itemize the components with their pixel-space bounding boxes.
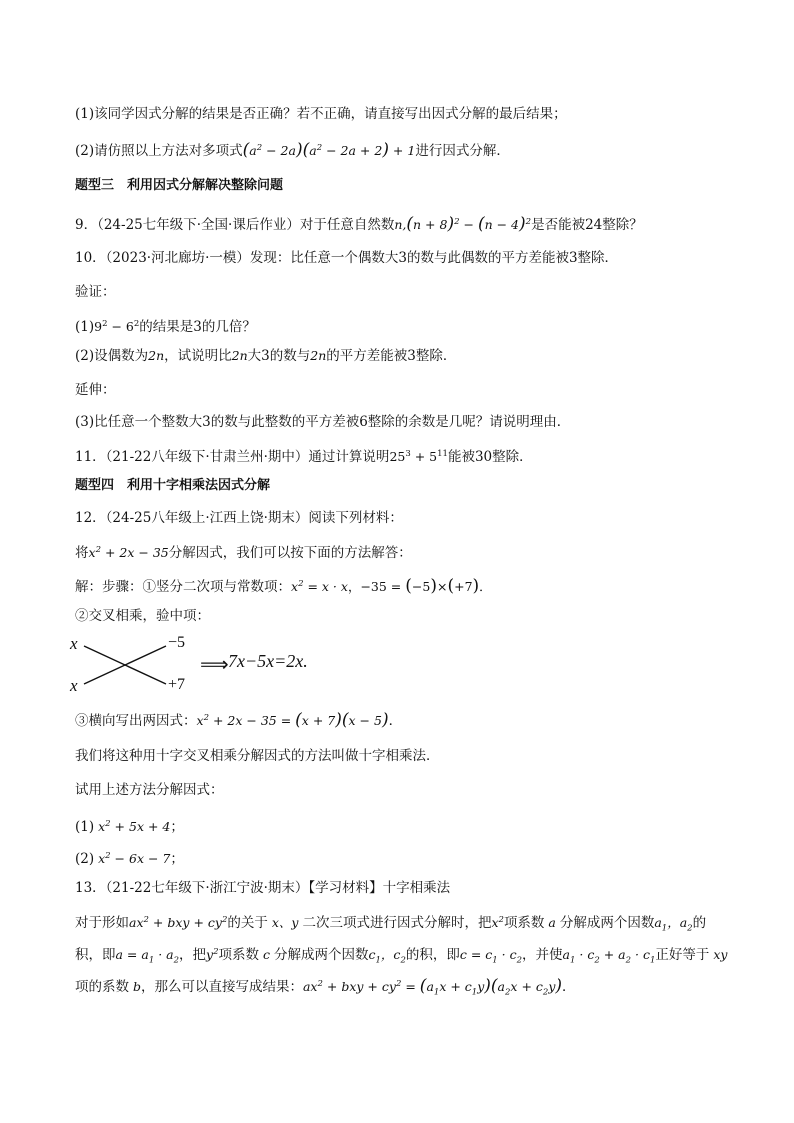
polynomial-expression: $(a^2 - 2a)(a^2 - 2a + 2) + 1$: [242, 140, 416, 161]
q13-b2: ，把: [179, 947, 207, 964]
q10-part-1: [75, 314, 256, 337]
q13-c1-c2: $c_1$，$c_2$: [368, 947, 406, 966]
question-10-text: 10．（2023·河北廊坊·一模）发现：比任意一个偶数大3的数与此偶数的平方差能被3整除．: [75, 250, 619, 266]
q12-step-2: [75, 606, 210, 626]
q13-a: a: [544, 915, 560, 931]
subquestion-2: [75, 138, 510, 161]
question-9: [75, 212, 643, 235]
q13-a-eq: $a = a_1 \cdot a_2$: [115, 947, 180, 966]
q12-item-2-expr: $x^2 - 6x - 7$: [94, 851, 171, 867]
q12-intro-pre: 将: [75, 545, 89, 562]
q13-a4: 项系数: [503, 915, 545, 932]
q13-x2: $x^2$: [491, 915, 504, 931]
q13-xy: xy: [709, 947, 728, 963]
period: ．: [562, 979, 576, 996]
extend-text: 延伸：: [75, 382, 116, 398]
q12-note: [75, 746, 440, 766]
q13-line-3: [75, 974, 576, 1003]
question-11-text: 11．（21-22八年级下·甘肃兰州·期中）通过计算说明: [75, 449, 390, 466]
q12-item-1-expr: $x^2 + 5x + 4$: [94, 819, 171, 835]
question-9-suffix: 是否能被24整除？: [531, 217, 643, 234]
q10-part-1-text: 的结果是3的几倍？: [139, 319, 256, 336]
q10-part-1-expr: $9^2 - 6^2$: [94, 319, 140, 335]
q12-item-1-num: (1): [75, 819, 95, 836]
q13-form: $ax^2$ + bxy + $cy^2$: [129, 915, 228, 931]
subquestion-1-text: (1)该同学因式分解的结果是否正确？若不正确，请直接写出因式分解的最后结果；: [75, 106, 567, 122]
q13-b: b: [129, 979, 141, 995]
q13-de: 的: [692, 915, 707, 932]
cross-right-top: −5: [168, 634, 186, 651]
q12-step-1-expr: $x^2 = x \cdot x$: [291, 579, 348, 595]
q13-b7: 正好等于: [655, 947, 710, 964]
q10-part-2-a: (2)设偶数为: [75, 348, 149, 364]
q12-step-3-expr: $x^2 + 2x - 35 = (x + 7)(x - 5)$: [196, 710, 389, 731]
q13-b1: 积，即: [75, 947, 116, 964]
q13-line-2: [75, 942, 728, 971]
question-10: [75, 248, 618, 268]
q13-a2: 的关于: [227, 915, 268, 932]
q10-part-3-text: (3)比任意一个整数大3的数与此整数的平方差被6整除的余数是几呢？请说明理由．: [75, 414, 571, 430]
q12-note-text: 我们将这种用十字交叉相乘分解因式的方法叫做十字相乘法．: [75, 748, 440, 764]
q12-step-3-text: ③横向写出两因式：: [75, 713, 197, 730]
question-11-suffix: 能被30整除．: [447, 449, 533, 466]
subquestion-1: [75, 104, 567, 124]
q12-polynomial: $x^2 + 2x - 35$: [88, 545, 169, 561]
math-2n: 2n: [148, 348, 165, 363]
cross-result: 7x−5x=2x.: [228, 651, 308, 671]
q13-line-1: [75, 910, 706, 939]
q13-vars: x、y: [267, 915, 303, 931]
q9-expression: $n,(n + 8)^2 - (n - 4)^2$: [394, 214, 532, 235]
q10-part-3: [75, 412, 570, 432]
q13-a5: 分解成两个因数: [559, 915, 655, 932]
math-2n: 2n: [231, 348, 248, 363]
q10-part-2: [75, 346, 456, 366]
q10-part-1-num: (1): [75, 319, 95, 336]
subquestion-2-text: (2)请仿照以上方法对多项式: [75, 143, 243, 160]
question-13-text: 13．（21-22七年级下·浙江宁波·期末）【学习材料】十字相乘法: [75, 880, 451, 896]
implies-arrow-icon: ⟹: [200, 654, 229, 676]
q12-try-text: 试用上述方法分解因式：: [75, 782, 224, 798]
cross-left-bottom: x: [70, 676, 78, 695]
q13-c1: 项的系数: [75, 979, 129, 996]
section-heading-3: [75, 176, 283, 196]
cross-left-top: x: [70, 634, 78, 653]
q13-b4: 分解成两个因数: [273, 947, 369, 964]
q13-c: c: [259, 947, 274, 963]
q12-step-1-text: 解：步骤：①竖分二次项与常数项：: [75, 579, 291, 596]
extend-label: [75, 380, 116, 400]
q13-a3: 二次三项式进行因式分解时，把: [302, 915, 492, 932]
period: ．: [388, 713, 403, 730]
q12-item-1: [75, 814, 184, 837]
q12-step-3: [75, 708, 402, 731]
subquestion-2-suffix: 进行因式分解．: [415, 143, 510, 160]
q10-part-2-b: ，试说明比: [164, 348, 232, 364]
q12-step-2-text: ②交叉相乘，验中项：: [75, 608, 210, 624]
q13-y2: $y^2$: [206, 947, 219, 963]
verify-text: 验证：: [75, 284, 116, 300]
q12-item-2-num: (2): [75, 851, 95, 868]
question-12: [75, 508, 403, 528]
section-heading-4: [75, 476, 270, 496]
q13-b3: 项系数: [218, 947, 260, 964]
verify-label: [75, 282, 116, 302]
q13-b6: ，并使: [522, 947, 563, 964]
q13-cross-sum: $a_1 \cdot c_2 + a_2 \cdot c_1$: [562, 947, 656, 966]
cross-right-bottom: +7: [168, 676, 186, 693]
q11-expression: $25^3 + 5^{11}$: [389, 449, 448, 465]
question-9-text: 9．（24-25七年级下·全国·课后作业）对于任意自然数: [75, 217, 395, 234]
q10-part-2-c: 大3的数与: [247, 348, 311, 364]
math-2n: 2n: [310, 348, 327, 363]
question-12-text: 12．（24-25八年级上·江西上饶·期末）阅读下列材料：: [75, 510, 403, 526]
cross-multiplication-diagram: [68, 634, 358, 696]
question-13: [75, 878, 450, 898]
q13-a1-a2: $a_1$，$a_2$: [654, 915, 693, 934]
q13-c-eq: $c = c_1 \cdot c_2$: [459, 947, 523, 966]
q13-b5: 的积，即: [405, 947, 460, 964]
q13-c2: ，那么可以直接写成结果：: [140, 979, 303, 996]
q12-intro: [75, 540, 412, 563]
semicolon: ；: [170, 819, 184, 836]
q12-step-1-expr2: ，−35 = (−5)×(+7)．: [347, 576, 492, 597]
q12-try: [75, 780, 224, 800]
q12-item-2: [75, 846, 184, 869]
question-11: [75, 444, 533, 467]
q12-intro-post: 分解因式，我们可以按下面的方法解答：: [168, 545, 412, 562]
q13-a1: 对于形如: [75, 915, 129, 932]
section-heading-4-text: 题型四 利用十字相乘法因式分解: [75, 478, 271, 493]
q12-step-1: [75, 574, 492, 597]
q10-part-2-d: 的平方差能被3整除．: [326, 348, 457, 364]
section-heading-3-text: 题型三 利用因式分解解决整除问题: [75, 178, 284, 193]
semicolon: ；: [170, 851, 184, 868]
q13-result: $ax^2$ + bxy + $cy^2 = (a_1x + c_1y)(a_2x + c_2y)$: [302, 976, 563, 998]
